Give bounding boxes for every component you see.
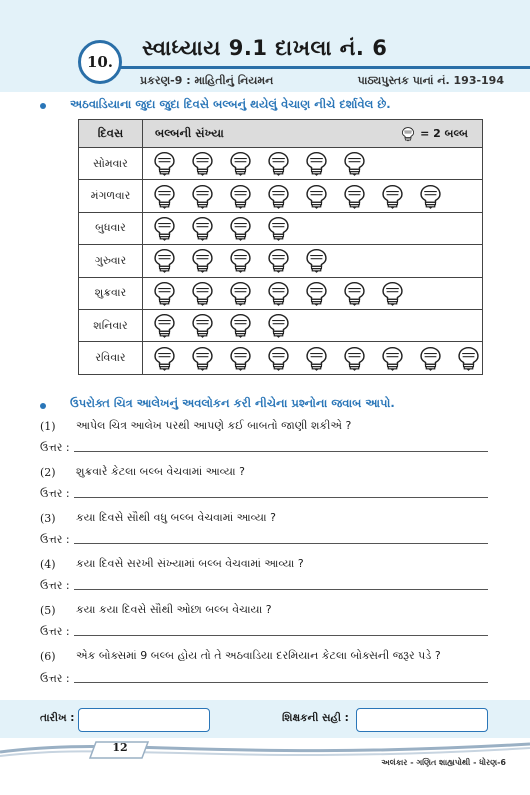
key-text: = 2 બલ્બ [420,126,468,140]
answer-line[interactable] [74,497,488,498]
answer-line[interactable] [74,451,488,452]
bulb-row [151,149,482,179]
light-bulb-icon [151,312,178,339]
light-bulb-icon [265,312,292,339]
bullet-dot [40,103,46,109]
question-number: (2) [40,466,56,479]
bulb-cell [143,148,483,180]
date-field[interactable] [78,708,210,732]
light-bulb-icon [417,183,444,210]
light-bulb-icon [303,345,330,372]
question-number: (1) [40,420,56,433]
bulb-row [151,343,482,373]
bulb-row [151,278,482,308]
pictograph-row [79,180,483,212]
pictograph-key [400,126,468,142]
light-bulb-icon [455,345,482,372]
light-bulb-icon [379,183,406,210]
light-bulb-icon [189,183,216,210]
light-bulb-icon [227,183,254,210]
light-bulb-icon [400,126,416,142]
publisher-label: અલંકાર - ગણિત શાહ્યપોથી - ધોરણ-6 [381,758,506,767]
bulb-row [151,311,482,341]
light-bulb-icon [189,345,216,372]
light-bulb-icon [151,150,178,177]
pictograph-row [79,212,483,244]
bulb-cell [143,180,483,212]
pictograph-body [79,148,483,375]
pictograph-row [79,309,483,341]
day-label: બુધવાર [79,212,143,244]
light-bulb-icon [227,215,254,242]
light-bulb-icon [265,280,292,307]
instruction-text: અઠવાડિયાના જુદા જુદા દિવસે બલ્બનું થયેલું વેચાણ નીચે દર્શાવેલ છે. [70,97,391,111]
light-bulb-icon [189,247,216,274]
day-label: રવિવાર [79,342,143,374]
light-bulb-icon [341,280,368,307]
day-label: ગુરુવાર [79,245,143,277]
question-text: કયા દિવસે સરખી સંખ્યામાં બલ્બ વેચવામાં આવ્યા ? [76,557,304,570]
column-header-bulbs [143,120,483,148]
answer-line[interactable] [74,589,488,590]
day-label: શુક્રવાર [79,277,143,309]
question-number: (3) [40,512,56,525]
bulb-cell [143,342,483,374]
day-label: સોમવાર [79,148,143,180]
answer-line[interactable] [74,635,488,636]
bullet-dot [40,403,46,409]
light-bulb-icon [341,345,368,372]
answer-line[interactable] [74,682,488,683]
answer-label: ઉત્તર : [40,533,70,546]
instruction-text: ઉપરોક્ત ચિત્ર આલેખનું અવલોકન કરી નીચેના પ્રશ્નોના જવાબ આપો. [70,396,395,410]
column-header-day: દિવસ [79,120,143,148]
light-bulb-icon [417,345,444,372]
light-bulb-icon [303,280,330,307]
light-bulb-icon [265,345,292,372]
light-bulb-icon [265,150,292,177]
pictograph-row [79,245,483,277]
light-bulb-icon [265,183,292,210]
light-bulb-icon [341,183,368,210]
light-bulb-icon [227,247,254,274]
bulb-row [151,213,482,243]
light-bulb-icon [341,150,368,177]
exercise-number-badge: 10. [78,40,122,84]
light-bulb-icon [227,345,254,372]
pictograph-table [78,119,483,375]
light-bulb-icon [227,150,254,177]
question-number: (5) [40,604,56,617]
pictograph-row [79,277,483,309]
pictograph-row [79,148,483,180]
light-bulb-icon [189,312,216,339]
bulb-row [151,246,482,276]
light-bulb-icon [189,280,216,307]
light-bulb-icon [227,280,254,307]
bulb-row [151,181,482,211]
column-header-bulbs-label: બલ્બની સંખ્યા [155,125,224,140]
answer-label: ઉત્તર : [40,672,70,685]
page-number: 12 [112,741,128,754]
light-bulb-icon [151,183,178,210]
bulb-cell [143,245,483,277]
light-bulb-icon [379,280,406,307]
textbook-pages-label: પાઠ્યપુસ્તક પાનાં નં. 193-194 [357,74,504,87]
question-text: એક બોક્સમાં 9 બલ્બ હોય તો તે અઠવાડિયા દરમિયાન કેટલા બોક્સની જરૂર પડે ? [76,649,441,662]
question-text: આપેલ ચિત્ર આલેખ પરથી આપણે કઈ બાબતો જાણી શકીએ ? [76,419,352,432]
light-bulb-icon [303,247,330,274]
chapter-label: પ્રકરણ-9 : માહિતીનું નિયમન [140,74,274,87]
question-text: શુક્રવારે કેટલા બલ્બ વેચવામાં આવ્યા ? [76,465,245,478]
light-bulb-icon [227,312,254,339]
answer-label: ઉત્તર : [40,579,70,592]
signature-field[interactable] [356,708,488,732]
answer-label: ઉત્તર : [40,625,70,638]
bulb-cell [143,277,483,309]
light-bulb-icon [151,215,178,242]
question-text: કયા કયા દિવસે સૌથી ઓછા બલ્બ વેચાયા ? [76,603,272,616]
signature-label: શિક્ષકની સહી : [282,712,349,724]
day-label: મંગળવાર [79,180,143,212]
light-bulb-icon [151,280,178,307]
question-number: (6) [40,650,56,663]
answer-label: ઉત્તર : [40,487,70,500]
question-text: કયા દિવસે સૌથી વધુ બલ્બ વેચવામાં આવ્યા ? [76,511,276,524]
light-bulb-icon [151,247,178,274]
light-bulb-icon [265,247,292,274]
day-label: શનિવાર [79,309,143,341]
date-label: તારીખ : [40,712,75,724]
pictograph-row [79,342,483,374]
answer-line[interactable] [74,543,488,544]
answer-label: ઉત્તર : [40,441,70,454]
title-underline [100,66,530,69]
light-bulb-icon [265,215,292,242]
bulb-cell [143,212,483,244]
question-number: (4) [40,558,56,571]
page-title: સ્વાધ્યાય 9.1 દાખલા નં. 6 [142,36,388,60]
bulb-cell [143,309,483,341]
light-bulb-icon [189,215,216,242]
light-bulb-icon [379,345,406,372]
light-bulb-icon [151,345,178,372]
light-bulb-icon [189,150,216,177]
light-bulb-icon [303,183,330,210]
light-bulb-icon [303,150,330,177]
